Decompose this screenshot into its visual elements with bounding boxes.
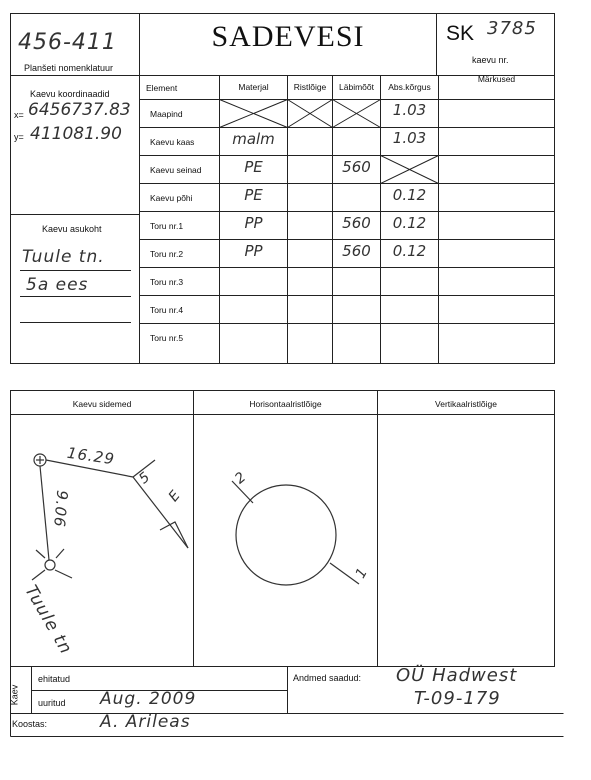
well-number: 3785 [487, 18, 537, 39]
col-header-markused: Märkused [477, 74, 516, 84]
col-header-ristloige: Ristlõige [293, 82, 327, 92]
pipe-label-1: 1 [352, 564, 372, 582]
table-cell-abs: 0.12 [392, 214, 427, 232]
table-row-element: Kaevu seinad [150, 165, 202, 175]
table-cell-materjal: PE [244, 158, 263, 176]
surveyed-date: Aug. 2009 [100, 689, 197, 709]
table-cell-labimoot: 560 [342, 242, 371, 260]
built-label: ehitatud [38, 674, 71, 684]
sheet-label: Planšeti nomenklatuur [24, 63, 114, 73]
page-title: SADEVESI [211, 20, 365, 53]
location-line-1: Tuule tn. [22, 247, 105, 267]
table-row-element: Kaevu põhi [150, 193, 193, 203]
table-row-element: Maapind [150, 109, 183, 119]
compiled-label: Koostas: [12, 719, 48, 729]
sheet-number: 456-411 [18, 30, 117, 55]
table-row-element: Kaevu kaas [150, 137, 195, 147]
x-prefix: x= [14, 110, 24, 120]
sketch-distance-2: 9.06 [50, 489, 72, 529]
table-cell-materjal: malm [232, 130, 275, 148]
pipe-label-2: 2 [232, 468, 250, 488]
y-coordinate: 411081.90 [30, 124, 122, 144]
sk-prefix: SK [446, 22, 475, 45]
table-row-element: Toru nr.1 [150, 221, 184, 231]
table-cell-abs: 0.12 [392, 242, 427, 260]
x-coordinate: 6456737.83 [28, 100, 131, 120]
coordinates-label: Kaevu koordinaadid [30, 89, 110, 99]
table-row-element: Toru nr.5 [150, 333, 184, 343]
y-prefix: y= [14, 132, 24, 142]
surveyed-label: uuritud [38, 698, 66, 708]
col-header-materjal: Materjal [238, 82, 269, 92]
table-cell-abs: 1.03 [392, 129, 427, 147]
sketch-mark-5: 5 [136, 468, 154, 488]
table-cell-materjal: PP [244, 242, 263, 260]
table-row-element: Toru nr.2 [150, 249, 184, 259]
location-line-2: 5a ees [26, 275, 89, 295]
table-row-element: Toru nr.4 [150, 305, 184, 315]
data-from-number: T-09-179 [414, 688, 501, 709]
table-row-element: Toru nr.3 [150, 277, 184, 287]
location-label: Kaevu asukoht [42, 224, 102, 234]
sketch-title-vertical: Vertikaalristlõige [435, 399, 497, 409]
sketch-street-label: Tuule tn [20, 581, 76, 659]
col-header-element: Element [146, 83, 178, 93]
col-header-labimoot: Läbimõõt [339, 82, 374, 92]
table-cell-materjal: PE [244, 186, 263, 204]
well-label: kaevu nr. [472, 55, 509, 65]
table-cell-labimoot: 560 [342, 214, 371, 232]
col-header-abs: Abs.kõrgus [388, 82, 431, 92]
sketch-title-links: Kaevu sidemed [72, 399, 132, 409]
table-cell-abs: 0.12 [392, 186, 427, 204]
data-from-label: Andmed saadud: [293, 673, 362, 683]
footer-side-label: Kaev [9, 684, 20, 706]
table-cell-materjal: PP [244, 214, 263, 232]
sketch-title-horizontal: Horisontaalristlõige [249, 399, 322, 409]
compiled-by: A. Arileas [100, 712, 191, 732]
table-cell-labimoot: 560 [342, 158, 371, 176]
table-cell-abs: 1.03 [392, 101, 427, 119]
data-from-company: OÜ Hadwest [396, 665, 518, 686]
sketch-distance-1: 16.29 [65, 443, 116, 469]
sketch-mark-e: E [165, 487, 185, 505]
